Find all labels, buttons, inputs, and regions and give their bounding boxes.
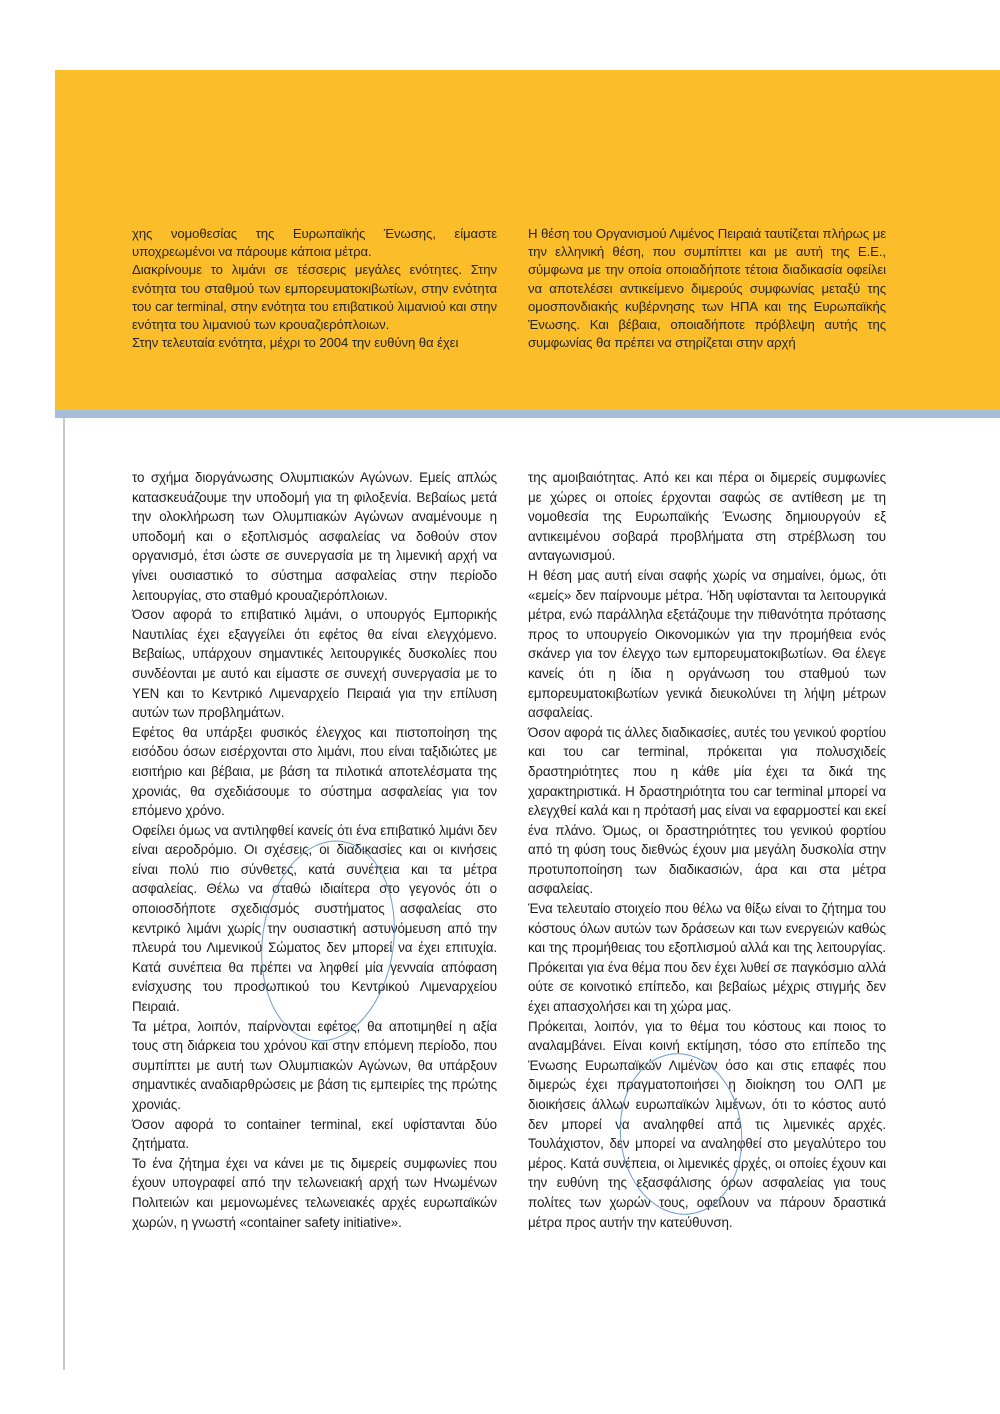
body-right-paragraph-4: Ένα τελευταίο στοιχείο που θέλω να θίξω είναι το ζήτημα του κόστους όλων αυτών των δράσεων και των ενεργειών καθώς και της προμήθειας του εξοπλισμού αλλά και της λειτουργίας. Πρόκειται για ένα θέμα που δεν έχει λυθεί σε παγκόσμιο αλλά ούτε σε κοινοτικό επίπεδο, και βεβαίως μέχρις στιγμής δεν έχει απασχολήσει και τη χώρα μας.: [528, 901, 886, 1015]
band-left-paragraph-2: Διακρίνουμε το λιμάνι σε τέσσερις μεγάλες ενότητες. Στην ενότητα του σταθμού των εμπορευματοκιβωτίων, στην ενότητα του car terminal, στην ενότητα του επιβατικού λιμανιού και στην ενότητα του λιμανιού των κρουαζιερόπλοιων.: [132, 262, 497, 333]
body-left-paragraph-1: το σχήμα διοργάνωσης Ολυμπιακών Αγώνων. Εμείς απλώς κατασκευάζουμε την υποδομή για τη φιλοξενία. Βεβαίως μετά την ολοκλήρωση των Ολυμπιακών Αγώνων αναμένουμε η υποδομή και ο εξοπλισμός ασφαλείας να δοθούν στον οργανισμό, έτσι ώστε σε συνεργασία με τη λιμενική αρχή να γίνει ουσιαστικό το σύστημα ασφαλείας στην περίοδο λειτουργίας, στο σταθμό κρουαζιερόπλοιων.: [132, 470, 497, 603]
body-left-paragraph-7: Το ένα ζήτημα έχει να κάνει με τις διμερείς συμφωνίες που έχουν υπογραφεί από την τελωνειακή αρχή των Ηνωμένων Πολιτειών και μεμονωμένες τελωνειακές αρχές ευρωπαϊκών χωρών, η γνωστή «container safety initiative».: [132, 1155, 497, 1230]
band-column-left: [132, 225, 497, 352]
band-column-right: [528, 225, 886, 352]
body-right-paragraph-1: της αμοιβαιότητας. Από κει και πέρα οι διμερείς συμφωνίες με χώρες οι οποίες έρχονται σαφώς σε αντίθεση με τη νομοθεσία της Ευρωπαϊκής Ένωσης δημιουργούν εξ αντικειμένου σοβαρά προβλήματα στη στρέβλωση του ανταγωνισμού.: [528, 470, 886, 564]
body-left-paragraph-4: Οφείλει όμως να αντιληφθεί κανείς ότι ένα επιβατικό λιμάνι δεν είναι αεροδρόμιο. Οι σχέσεις, οι διαδικασίες και οι κινήσεις είναι πολύ πιο σύνθετες, κατά συνέπεια και τα μέτρα ασφαλείας. Θέλω να σταθώ ιδιαίτερα στο γεγονός ότι ο οποιοσδήποτε σχεδιασμός συστήματος ασφαλείας στο κεντρικό λιμάνι χωρίς την ουσιαστική αστυνόμευση από την πλευρά του Λιμενικού Σώματος δεν μπορεί να έχει επιτυχία. Κατά συνέπεια θα πρέπει να ληφθεί μία γενναία απόφαση ενίσχυσης του προσωπικού του Κεντρικού Λιμεναρχείου Πειραιά.: [132, 822, 497, 1015]
body-left-paragraph-5: Τα μέτρα, λοιπόν, παίρνονται εφέτος, θα αποτιμηθεί η αξία τους στη διάρκεια του χρόνου και στην επόμενη περίοδο, που συμπίπτει με αυτή των Ολυμπιακών Αγώνων, θα υπάρξουν σημαντικές αναδιαρθρώσεις με βάση τις εμπειρίες της πρώτης χρονιάς.: [132, 1018, 497, 1112]
body-left-paragraph-2: Όσον αφορά το επιβατικό λιμάνι, ο υπουργός Εμπορικής Ναυτιλίας έχει εξαγγείλει ότι εφέτος θα είναι ελεγχόμενο. Βεβαίως, υπάρχουν σημαντικές λειτουργικές δυσκολίες που συνδέονται με αυτό και είμαστε σε συνεχή συνεργασία με το ΥΕΝ και το Κεντρικό Λιμεναρχείο Πειραιά για την επίλυση αυτών των προβλημάτων.: [132, 607, 497, 721]
band-left-paragraph-1: χης νομοθεσίας της Ευρωπαϊκής Ένωσης, είμαστε υποχρεωμένοι να πάρουμε κάποια μέτρα.: [132, 226, 497, 260]
body-left-paragraph-6: Όσον αφορά το container terminal, εκεί υφίστανται δύο ζητήματα.: [132, 1116, 497, 1152]
body-right-paragraph-3: Όσον αφορά τις άλλες διαδικασίες, αυτές του γενικού φορτίου και του car terminal, πρόκειται για πολυσχιδείς δραστηριότητες που η κάθε μία έχει τα δικά της χαρακτηριστικά. Η δραστηριότητα του car terminal μπορεί να ελεγχθεί καλά και η πρότασή μας είναι να εφαρμοστεί και εκεί ένα πλάνο. Όμως, οι δραστηριότητες του γενικού φορτίου από τη φύση τους διεθνώς έχουν μια μεγάλη δυσκολία στην προτυποποίηση των διαδικασιών, άρα και στα μέτρα ασφαλείας.: [528, 724, 886, 897]
body-right-paragraph-2: Η θέση μας αυτή είναι σαφής χωρίς να σημαίνει, όμως, ότι «εμείς» δεν παίρνουμε μέτρα. Ήδη υφίστανται τα λειτουργικά μέτρα, ενώ παράλληλα εξετάζουμε την πιθανότητα πρότασης προς το υπουργείο Οικονομικών για την προμήθεια ενός σκάνερ για τον έλεγχο των εμπορευματοκιβωτίων. Θα έλεγε κανείς ότι η ίδια η οργάνωση του σταθμού των εμπορευματοκιβωτίων γενικά διευκολύνει τη λήψη μέτρων ασφαλείας.: [528, 567, 886, 721]
body-right-paragraph-5: Πρόκειται, λοιπόν, για το θέμα του κόστους και ποιος το αναλαμβάνει. Είναι κοινή εκτίμηση, τόσο στο επίπεδο της Ένωσης Ευρωπαϊκών Λιμένων όσο και στις επαφές που διμερώς έχει πραγματοποιήσει η διοίκηση του ΟΛΠ με διοικήσεις άλλων ευρωπαϊκών λιμένων, ότι το κόστος αυτό δεν μπορεί να αναληφθεί από τις λιμενικές αρχές. Τουλάχιστον, δεν μπορεί να αναληφθεί στο μεγαλύτερο του μέρος. Κατά συνέπεια, οι λιμενικές αρχές, οι οποίες έχουν και την ευθύνη της εξασφάλισης όρων ασφαλείας για τους πολίτες των χωρών τους, οφείλουν να πάρουν δραστικά μέτρα προς αυτήν την κατεύθυνση.: [528, 1018, 886, 1230]
blue-divider-rule: [55, 410, 1000, 418]
body-left-paragraph-3: Εφέτος θα υπάρξει φυσικός έλεγχος και πιστοποίηση της εισόδου όσων εισέρχονται στο λιμάνι, που είναι ταξιδιώτες με εισιτήριο και βέβαια, με βάση τα πιλοτικά αποτελέσματα της χρονιάς, θα σχεδιάσουμε το σύστημα ασφαλείας για τον επόμενο χρόνο.: [132, 724, 497, 819]
band-left-paragraph-3: Στην τελευταία ενότητα, μέχρι το 2004 την ευθύνη θα έχει: [132, 335, 459, 351]
band-right-paragraph-1: Η θέση του Οργανισμού Λιμένος Πειραιά ταυτίζεται πλήρως με την ελληνική θέση, που συμπίπτει και με αυτή της Ε.Ε., σύμφωνα με την οποία οποιαδήποτε τέτοια διαδικασία οφείλει να αποτελέσει αντικείμενο διμερούς συμφωνίας μεταξύ της ομοσπονδιακής κυβέρνησης των ΗΠΑ και της Ευρωπαϊκής Ένωσης. Και βέβαια, οποιαδήποτε πρόβλεψη αυτής της συμφωνίας θα πρέπει να στηρίζεται στην αρχή: [528, 226, 886, 351]
